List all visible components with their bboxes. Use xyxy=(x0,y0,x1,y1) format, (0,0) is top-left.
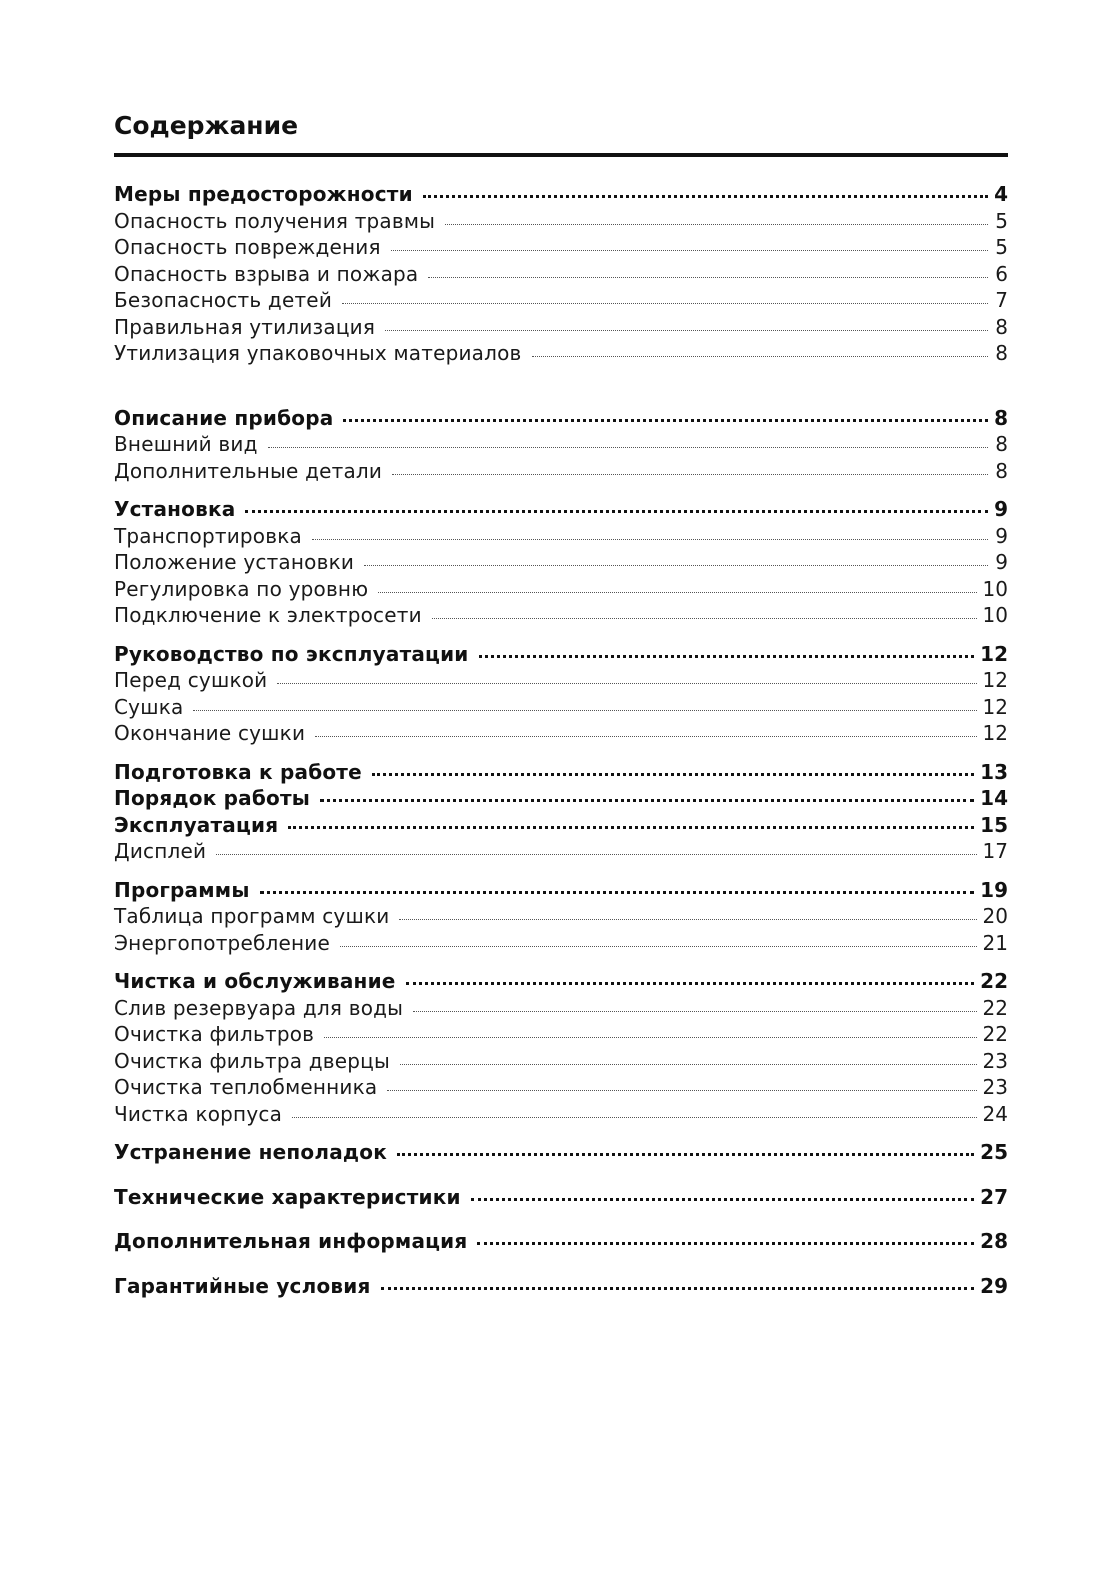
toc-item-label: Слив резервуара для воды xyxy=(114,995,404,1020)
toc-item-label: Регулировка по уровню xyxy=(114,576,369,601)
toc-item-label: Утилизация упаковочных материалов xyxy=(114,341,522,365)
toc-section xyxy=(114,969,1008,1128)
toc-page-number: 8 xyxy=(995,458,1008,483)
toc-page-number: 12 xyxy=(982,721,1008,745)
toc-section xyxy=(114,182,1008,368)
dot-leader xyxy=(378,592,976,593)
toc-page-number: 5 xyxy=(995,208,1008,233)
toc-page-number: 20 xyxy=(982,904,1008,928)
toc-page-number: 8 xyxy=(995,432,1008,456)
dot-leader xyxy=(445,224,988,225)
toc-section-label: Меры предосторожности xyxy=(114,182,413,206)
dot-leader xyxy=(320,799,974,802)
toc-section-label: Чистка и обслуживание xyxy=(114,969,396,993)
toc-section-label: Установка xyxy=(114,497,236,521)
toc-item-row[interactable] xyxy=(114,931,1008,958)
toc-item-label: Опасность взрыва и пожара xyxy=(114,261,419,286)
toc-item-row[interactable] xyxy=(114,550,1008,577)
toc-item-row[interactable] xyxy=(114,1049,1008,1076)
toc-page-number: 27 xyxy=(980,1184,1008,1209)
toc-page-number: 23 xyxy=(982,1048,1008,1073)
toc-item-label: Окончание сушки xyxy=(114,721,306,745)
dot-leader xyxy=(288,826,974,829)
toc-item-label: Дисплей xyxy=(114,839,207,863)
dot-leader xyxy=(428,277,988,278)
dot-leader xyxy=(391,250,988,251)
toc-section-row[interactable] xyxy=(114,1185,1008,1212)
toc-section xyxy=(114,1185,1008,1212)
toc-page-number: 23 xyxy=(982,1075,1008,1099)
toc-section xyxy=(114,642,1008,748)
toc-page-number: 15 xyxy=(980,812,1008,837)
toc-item-row[interactable] xyxy=(114,524,1008,551)
toc-section-label: Гарантийные условия xyxy=(114,1273,371,1298)
toc-item-label: Внешний вид xyxy=(114,432,258,456)
toc-section-row[interactable] xyxy=(114,786,1008,813)
toc-item-label: Чистка корпуса xyxy=(114,1101,283,1126)
toc-item-row[interactable] xyxy=(114,1102,1008,1129)
toc-page-number: 12 xyxy=(980,641,1008,666)
toc-item-row[interactable] xyxy=(114,459,1008,486)
toc-page-number: 10 xyxy=(982,603,1008,627)
toc-item-label: Подключение к электросети xyxy=(114,603,422,627)
toc-section-row[interactable] xyxy=(114,642,1008,669)
toc-page-number: 9 xyxy=(995,550,1008,574)
dot-leader xyxy=(340,946,977,947)
toc-section xyxy=(114,760,1008,866)
toc-item-label: Очистка фильтров xyxy=(114,1022,315,1046)
dot-leader xyxy=(477,1242,974,1245)
toc-section-label: Подготовка к работе xyxy=(114,759,362,784)
toc-item-label: Положение установки xyxy=(114,550,355,574)
toc-item-label: Транспортировка xyxy=(114,523,302,548)
toc-page-number: 25 xyxy=(980,1140,1008,1164)
toc-page xyxy=(114,108,1008,1318)
dot-leader xyxy=(193,710,976,711)
dot-leader xyxy=(292,1117,977,1118)
toc-item-row[interactable] xyxy=(114,1022,1008,1049)
toc-item-row[interactable] xyxy=(114,341,1008,368)
toc-page-number: 10 xyxy=(982,576,1008,601)
dot-leader xyxy=(268,447,988,448)
toc-item-row[interactable] xyxy=(114,996,1008,1023)
toc-page-number: 12 xyxy=(982,694,1008,719)
dot-leader xyxy=(397,1153,974,1156)
dot-leader xyxy=(387,1090,976,1091)
toc-page-number: 5 xyxy=(995,235,1008,259)
toc-item-row[interactable] xyxy=(114,668,1008,695)
toc-section-label: Программы xyxy=(114,877,250,902)
dot-leader xyxy=(479,655,975,658)
dot-leader xyxy=(532,356,988,357)
toc-page-number: 8 xyxy=(995,314,1008,339)
toc-page-number: 8 xyxy=(994,405,1008,430)
toc-section xyxy=(114,1229,1008,1256)
toc-section-row[interactable] xyxy=(114,1274,1008,1301)
dot-leader xyxy=(413,1011,976,1012)
toc-item-label: Перед сушкой xyxy=(114,668,268,692)
toc-page-number: 13 xyxy=(980,759,1008,784)
toc-section xyxy=(114,1140,1008,1167)
toc-section-label: Руководство по эксплуатации xyxy=(114,641,469,666)
toc-page-number: 22 xyxy=(982,995,1008,1020)
toc-page-number: 22 xyxy=(982,1022,1008,1046)
toc-item-label: Опасность получения травмы xyxy=(114,208,436,233)
dot-leader xyxy=(260,891,975,894)
dot-leader xyxy=(364,565,988,566)
toc-item-row[interactable] xyxy=(114,603,1008,630)
toc-section-row[interactable] xyxy=(114,497,1008,524)
toc-item-label: Безопасность детей xyxy=(114,288,333,312)
table-of-contents xyxy=(114,182,1008,1300)
toc-section-row[interactable] xyxy=(114,760,1008,787)
dot-leader xyxy=(324,1037,976,1038)
toc-item-row[interactable] xyxy=(114,839,1008,866)
toc-item-label: Очистка теплобменника xyxy=(114,1075,378,1099)
dot-leader xyxy=(406,982,975,985)
toc-page-number: 7 xyxy=(995,288,1008,312)
toc-page-number: 9 xyxy=(995,523,1008,548)
dot-leader xyxy=(423,195,988,198)
page-title: Содержание xyxy=(114,111,299,140)
toc-page-number: 12 xyxy=(982,668,1008,692)
dot-leader xyxy=(342,303,988,304)
dot-leader xyxy=(315,736,976,737)
toc-item-label: Правильная утилизация xyxy=(114,314,376,339)
toc-section-label: Порядок работы xyxy=(114,786,311,810)
toc-page-number: 19 xyxy=(980,877,1008,902)
toc-section-label: Дополнительная информация xyxy=(114,1229,468,1253)
toc-section xyxy=(114,497,1008,630)
toc-page-number: 28 xyxy=(980,1229,1008,1253)
toc-item-row[interactable] xyxy=(114,432,1008,459)
toc-item-row[interactable] xyxy=(114,235,1008,262)
toc-item-row[interactable] xyxy=(114,577,1008,604)
toc-item-label: Энергопотребление xyxy=(114,930,330,955)
toc-page-number: 6 xyxy=(995,261,1008,286)
toc-page-number: 29 xyxy=(980,1273,1008,1298)
dot-leader xyxy=(392,474,988,475)
toc-section-row[interactable] xyxy=(114,1229,1008,1256)
toc-section-row[interactable] xyxy=(114,969,1008,996)
toc-section-label: Технические характеристики xyxy=(114,1184,461,1209)
toc-page-number: 21 xyxy=(982,930,1008,955)
dot-leader xyxy=(400,1064,977,1065)
dot-leader xyxy=(372,773,974,776)
dot-leader xyxy=(471,1198,974,1201)
dot-leader xyxy=(245,510,988,513)
toc-item-row[interactable] xyxy=(114,262,1008,289)
toc-item-label: Очистка фильтра дверцы xyxy=(114,1048,390,1073)
toc-page-number: 24 xyxy=(982,1101,1008,1126)
toc-section-label: Устранение неполадок xyxy=(114,1140,387,1164)
dot-leader xyxy=(385,330,988,331)
dot-leader xyxy=(277,683,976,684)
toc-section xyxy=(114,878,1008,958)
toc-section-row[interactable] xyxy=(114,1140,1008,1167)
toc-page-number: 4 xyxy=(994,182,1008,206)
toc-item-row[interactable] xyxy=(114,904,1008,931)
toc-section-row[interactable] xyxy=(114,182,1008,209)
toc-item-row[interactable] xyxy=(114,1075,1008,1102)
dot-leader xyxy=(381,1287,975,1290)
toc-section-row[interactable] xyxy=(114,406,1008,433)
dot-leader xyxy=(343,419,988,422)
dot-leader xyxy=(399,919,976,920)
toc-item-label: Таблица программ сушки xyxy=(114,904,390,928)
toc-page-number: 14 xyxy=(980,786,1008,810)
toc-item-row[interactable] xyxy=(114,288,1008,315)
toc-page-number: 9 xyxy=(994,497,1008,521)
toc-section-row[interactable] xyxy=(114,878,1008,905)
toc-section xyxy=(114,1274,1008,1301)
toc-page-number: 17 xyxy=(982,839,1008,863)
toc-item-row[interactable] xyxy=(114,315,1008,342)
dot-leader xyxy=(312,539,988,540)
dot-leader xyxy=(216,854,976,855)
title-divider xyxy=(114,153,1008,157)
toc-item-row[interactable] xyxy=(114,209,1008,236)
toc-section xyxy=(114,406,1008,486)
toc-item-label: Дополнительные детали xyxy=(114,458,383,483)
toc-item-label: Опасность повреждения xyxy=(114,235,381,259)
toc-section-label: Описание прибора xyxy=(114,405,334,430)
toc-page-number: 22 xyxy=(980,969,1008,993)
toc-section-label: Эксплуатация xyxy=(114,812,279,837)
dot-leader xyxy=(432,618,977,619)
toc-item-row[interactable] xyxy=(114,695,1008,722)
toc-section-row[interactable] xyxy=(114,813,1008,840)
toc-item-label: Сушка xyxy=(114,694,184,719)
toc-item-row[interactable] xyxy=(114,721,1008,748)
toc-page-number: 8 xyxy=(995,341,1008,365)
